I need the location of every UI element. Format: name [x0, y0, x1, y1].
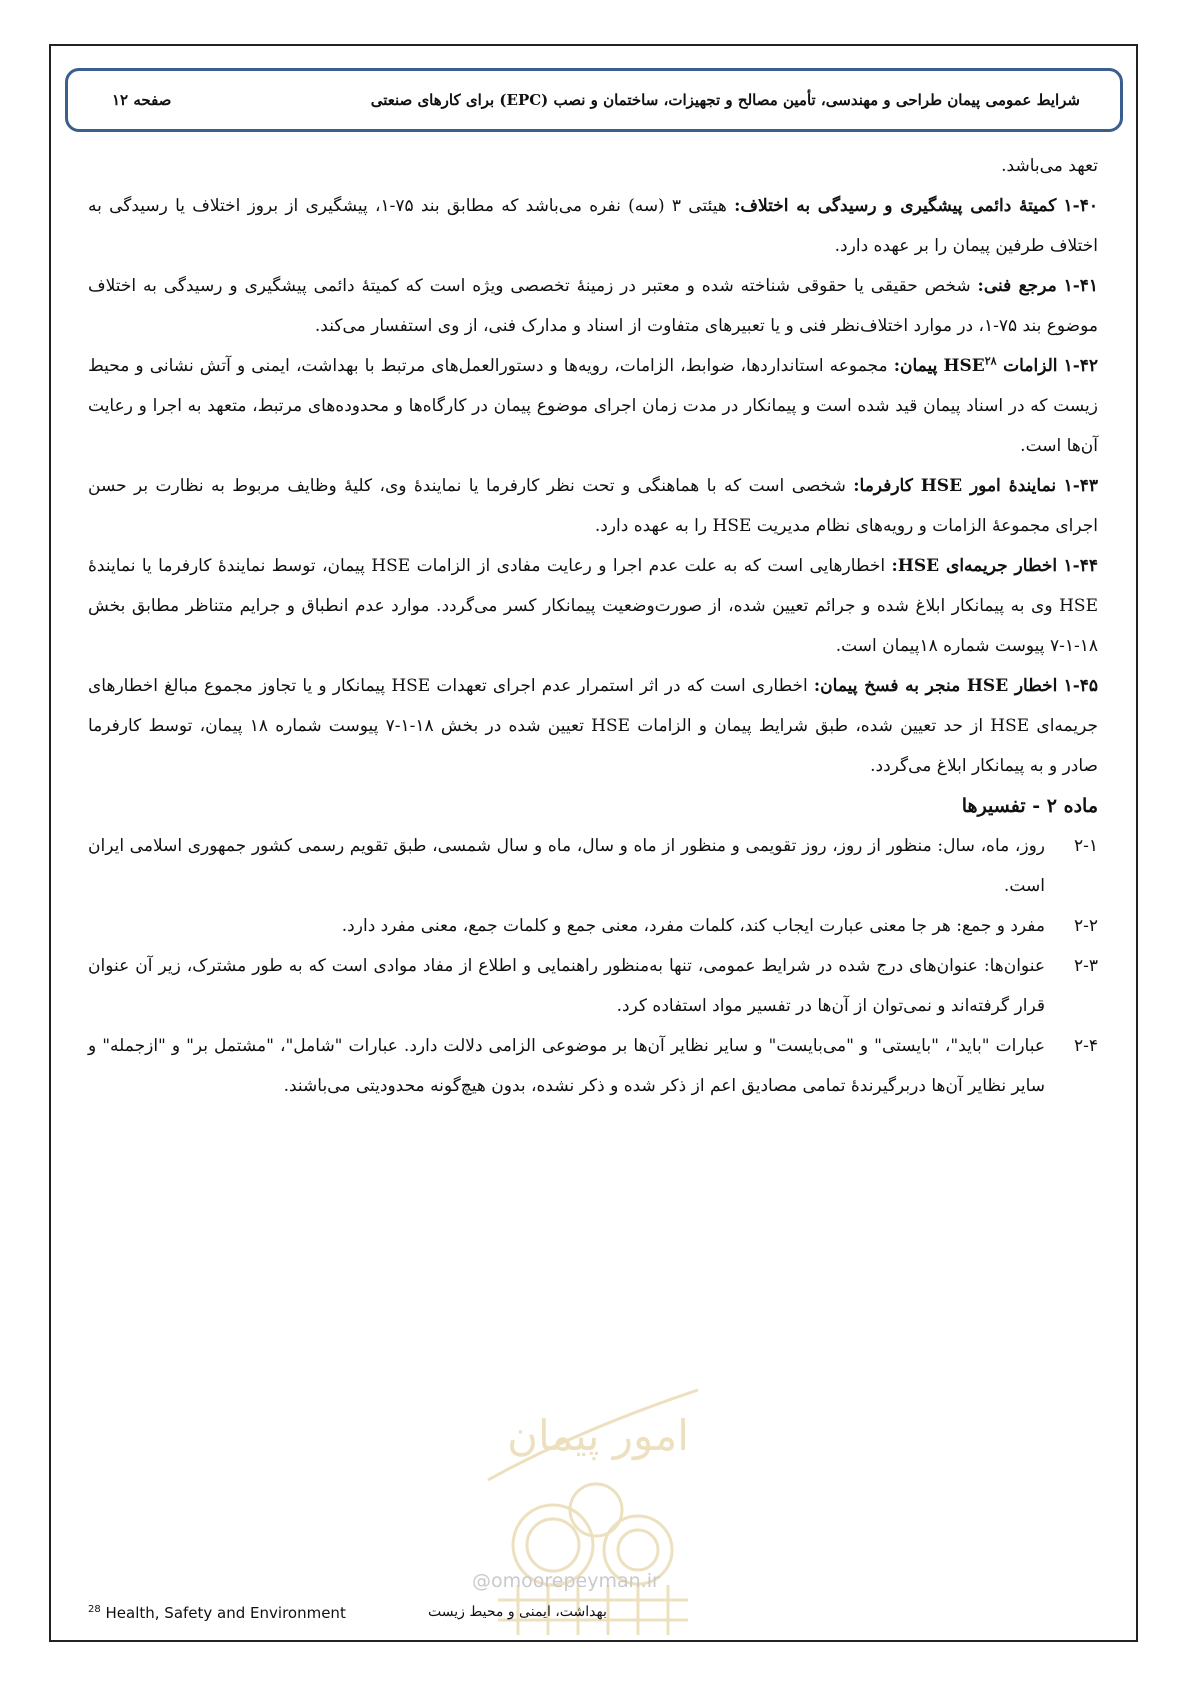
footnote-ref[interactable]: ۲۸: [984, 354, 997, 368]
clause-text: اخطارهایی است که به علت عدم اجرا و رعایت مفادی از الزامات HSE پیمان، توسط نمایندهٔ کارفرما یا نمایندهٔ HSE وی به پیمانکار ابلاغ شده و جرائم تعیین شده، از صورت‌وضعیت پیمانکار کسر می‌گردد. موارد عدم انطباق و جرایم متناظر مطابق بخش ۱۸-۱-۷ پیوست شماره ۱۸پیمان است.: [88, 556, 1098, 656]
clause-text: مفرد و جمع: هر جا معنی عبارت ایجاب کند، کلمات مفرد، معنی جمع و کلمات جمع، معنی مفرد دارد.: [341, 916, 1045, 936]
definition-1-40: [88, 186, 1098, 266]
clause-text: اخطاری است که در اثر استمرار عدم اجرای تعهدات HSE پیمانکار و یا تجاوز مجموع مبالغ اخطارهای جریمه‌ای HSE از حد تعیین شده، طبق شرایط پیمان و الزامات HSE تعیین شده در بخش ۱۸-۱-۷ پیوست شماره ۱۸ پیمان، توسط کارفرما صادر و به پیمانکار ابلاغ می‌گردد.: [88, 676, 1098, 776]
clause-text: مجموعه استانداردها، ضوابط، الزامات، رویه‌ها و دستورالعمل‌های مرتبط با بهداشت، ایمنی و آتش نشانی و محیط زیست که در اسناد پیمان قید شده است و پیمانکار در مدت زمان اجرای موضوع پیمان در کارگاه‌ها و محدوده‌های مرتبط، متعهد به اجرا و رعایت آن‌ها است.: [88, 356, 1098, 456]
interpretation-2-2: [88, 906, 1098, 946]
document-title: شرایط عمومی پیمان طراحی و مهندسی، تأمین مصالح و تجهیزات، ساختمان و نصب (EPC) برای کارهای صنعتی: [370, 91, 1080, 109]
footnote-english-text: Health, Safety and Environment: [105, 1604, 346, 1622]
definition-1-43: [88, 466, 1098, 546]
clause-term: کمیتهٔ دائمی پیشگیری و رسیدگی به اختلاف:: [734, 196, 1057, 216]
definition-1-45: [88, 666, 1098, 786]
footnote: [88, 1604, 1098, 1632]
clause-number: ۱-۴۵: [1063, 676, 1099, 696]
clause-term: مرجع فنی:: [977, 276, 1057, 296]
page-header: [65, 68, 1123, 132]
clause-term: نمایندهٔ امور HSE کارفرما:: [853, 476, 1057, 496]
clause-number: ۱-۴۲: [1063, 356, 1099, 376]
clause-text: روز، ماه، سال: منظور از روز، روز تقویمی و منظور از ماه و سال، ماه و سال شمسی، طبق تقویم رسمی کشور جمهوری اسلامی ایران است.: [88, 836, 1045, 896]
footnote-english: [88, 1604, 346, 1622]
page-number: صفحه ۱۲: [112, 91, 172, 109]
clause-number: ۲-۳: [1073, 956, 1098, 976]
watermark-url: @omoorepeyman.ir: [472, 1570, 660, 1592]
interpretation-2-3: [88, 946, 1098, 1026]
clause-term: اخطار جریمه‌ای HSE:: [891, 556, 1058, 576]
clause-term-b: پیمان:: [893, 356, 938, 376]
footnote-persian: بهداشت، ایمنی و محیط زیست: [428, 1604, 607, 1620]
clause-text: هیئتی ۳ (سه) نفره می‌باشد که مطابق بند ۷۵-۱، پیشگیری از بروز اختلاف یا رسیدگی به اختلاف طرفین پیمان را بر عهده دارد.: [88, 196, 1098, 256]
clause-number: ۱-۴۱: [1063, 276, 1099, 296]
clause-number: ۲-۴: [1073, 1036, 1098, 1056]
clause-number: ۱-۴۳: [1063, 476, 1099, 496]
clause-text: عبارات "باید"، "بایستی" و "می‌بایست" و سایر نظایر آن‌ها بر موضوعی الزامی دلالت دارد. عبارات "شامل"، "مشتمل بر" و "ازجمله" و سایر نظایر آن‌ها دربرگیرندهٔ تمامی مصادیق اعم از ذکر شده و ذکر نشده، بدون هیچ‌گونه محدودیتی می‌باشند.: [88, 1036, 1045, 1096]
definition-1-41: [88, 266, 1098, 346]
clause-number: ۱-۴۰: [1063, 196, 1098, 216]
clause-term: اخطار HSE منجر به فسخ پیمان:: [813, 676, 1058, 696]
article-title: تفسیرها: [961, 795, 1026, 817]
clause-text: عنوان‌ها: عنوان‌های درج شده در شرایط عمومی، تنها به‌منظور راهنمایی و اطلاع از مفاد موادی است که به طور مشترک، زیر آن عنوان قرار گرفته‌اند و نمی‌توان از آن‌ها در تفسیر مواد استفاده کرد.: [88, 956, 1045, 1016]
clause-term-a: الزامات HSE: [943, 356, 1058, 376]
clause-number: ۲-۱: [1073, 836, 1098, 856]
watermark-logo-text: امور پیمان: [507, 1411, 689, 1460]
definition-1-44: [88, 546, 1098, 666]
clause-number: ۱-۴۴: [1063, 556, 1098, 576]
article-label: ماده ۲ -: [1032, 795, 1098, 817]
interpretation-2-4: [88, 1026, 1098, 1106]
article-heading: [88, 786, 1098, 826]
clause-text: شخصی است که با هماهنگی و تحت نظر کارفرما یا نمایندهٔ وی، کلیهٔ وظایف مربوط به نظارت بر حسن اجرای مجموعهٔ الزامات و رویه‌های نظام مدیریت HSE را به عهده دارد.: [88, 476, 1098, 536]
footnote-mark: 28: [88, 1604, 101, 1615]
definition-1-42: [88, 346, 1098, 466]
document-body: [88, 146, 1098, 1106]
clause-number: ۲-۲: [1073, 916, 1098, 936]
interpretation-2-1: [88, 826, 1098, 906]
intro-tail: تعهد می‌باشد.: [1001, 156, 1098, 176]
clause-text: شخص حقیقی یا حقوقی شناخته شده و معتبر در زمینهٔ تخصصی ویژه است که کمیتهٔ دائمی پیشگیری و رسیدگی به اختلاف موضوع بند ۷۵-۱، در موارد اختلاف‌نظر فنی و یا تعبیرهای متفاوت از اسناد و مدارک فنی، از وی استفسار می‌کند.: [88, 276, 1098, 336]
watermark-logo: [458, 1370, 728, 1640]
